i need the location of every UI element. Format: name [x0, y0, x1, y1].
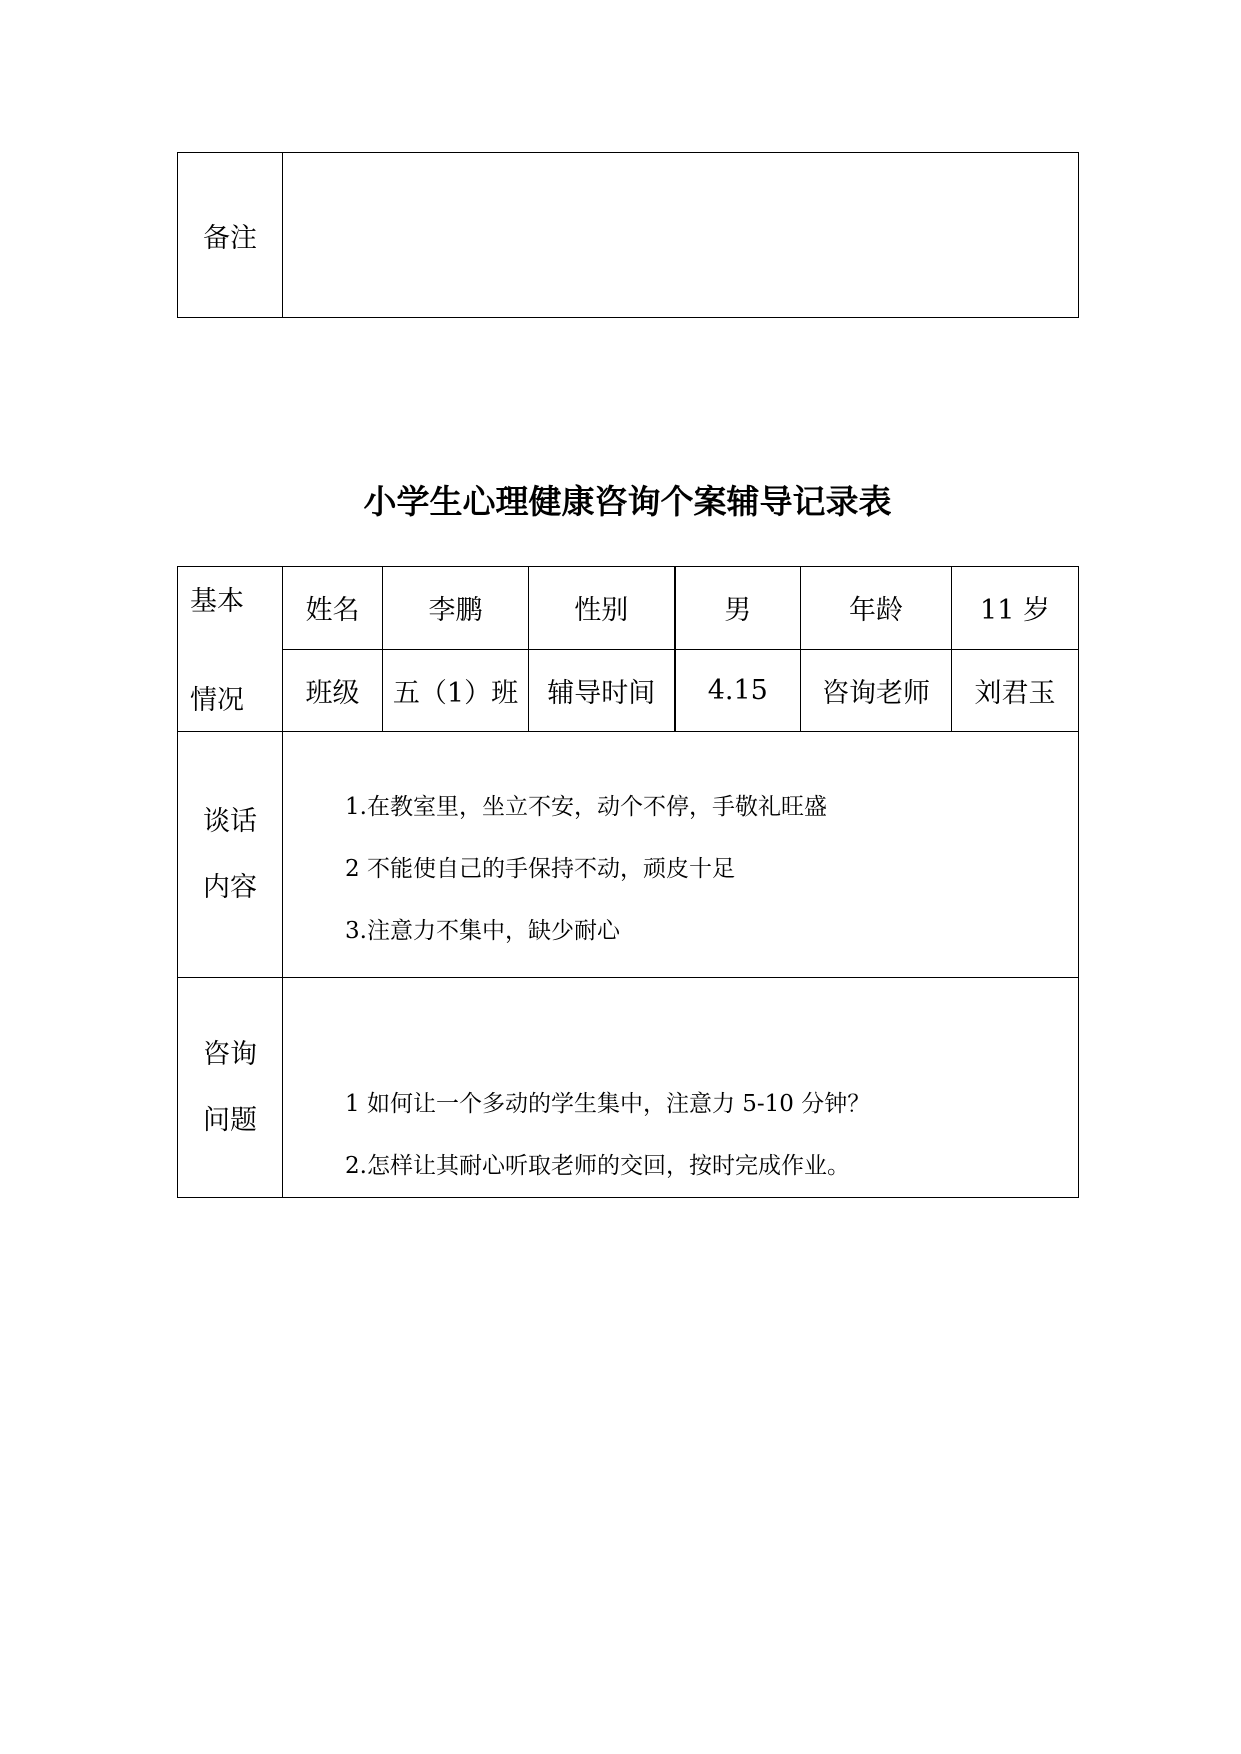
consult-line: 2.怎样让其耐心听取老师的交回，按时完成作业。	[345, 1153, 850, 1179]
gender-label: 性别	[529, 567, 675, 650]
basic-info-label-top: 基本	[190, 586, 244, 617]
form-title: 小学生心理健康咨询个案辅导记录表	[363, 482, 892, 521]
age-value: 11 岁	[952, 567, 1079, 650]
gender-value: 男	[675, 567, 801, 650]
name-label: 姓名	[283, 567, 383, 650]
consult-line: 1 如何让一个多动的学生集中，注意力 5-10 分钟？	[345, 1091, 871, 1117]
talk-label-cell	[178, 732, 283, 978]
remark-table	[177, 152, 1079, 318]
talk-line: 3.注意力不集中，缺少耐心	[345, 918, 620, 944]
talk-label-top: 谈话	[203, 805, 257, 837]
talk-line: 1.在教室里，坐立不安，动个不停，手敬礼旺盛	[345, 794, 827, 820]
talk-line: 2 不能使自己的手保持不动，顽皮十足	[345, 856, 735, 882]
class-value: 五（1）班	[383, 649, 529, 732]
basic-info-label-cell	[178, 567, 283, 732]
teacher-label: 咨询老师	[801, 649, 952, 732]
talk-content	[283, 732, 1079, 978]
talk-label-bottom: 内容	[203, 871, 257, 903]
consult-label-bottom: 问题	[203, 1104, 257, 1136]
remark-label: 备注	[178, 153, 283, 318]
name-value: 李鹏	[383, 567, 529, 650]
record-table	[177, 566, 1079, 1198]
consult-content	[283, 978, 1079, 1198]
consult-label-top: 咨询	[203, 1038, 257, 1070]
remark-value	[283, 153, 1079, 318]
consult-label-cell	[178, 978, 283, 1198]
counseling-time-label: 辅导时间	[529, 649, 675, 732]
class-label: 班级	[283, 649, 383, 732]
age-label: 年龄	[801, 567, 952, 650]
teacher-value: 刘君玉	[952, 649, 1079, 732]
basic-info-label-bottom: 情况	[190, 685, 244, 716]
counseling-time-value: 4.15	[675, 649, 801, 732]
